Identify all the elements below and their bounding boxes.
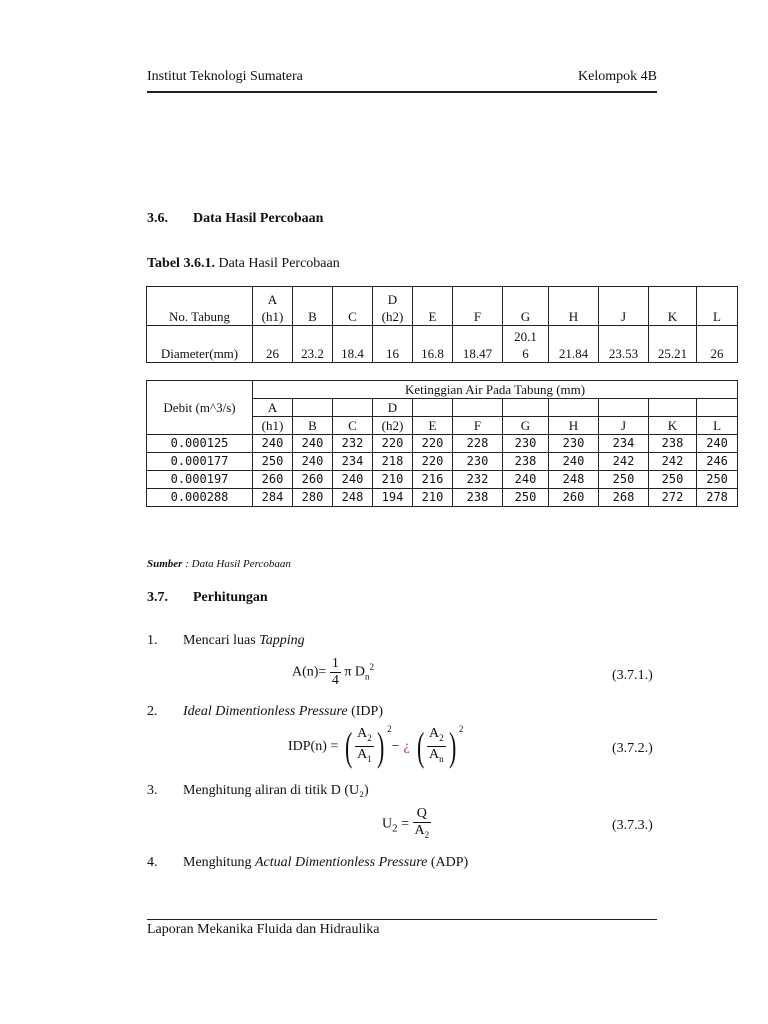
item-4-number: 4. <box>147 855 158 870</box>
table1-diameter-8-line-0 <box>599 328 648 345</box>
water-level-table <box>146 380 738 507</box>
table1-diameter-label: Diameter(mm) <box>147 326 253 363</box>
table1-col-header-10-line-1: L <box>713 309 721 324</box>
table2-col-header-bottom-2: C <box>333 417 373 435</box>
eq2-glyph: ¿ <box>403 738 410 754</box>
eq1-sup: 2 <box>369 662 375 673</box>
table1-diameter-5-line-0 <box>453 328 502 345</box>
table2-col-header-top-0: A <box>253 399 293 417</box>
table1-diameter-9-line-0 <box>649 328 696 345</box>
table1-col-header-5 <box>453 287 503 326</box>
eq1-lhs: A(n)= <box>292 664 327 680</box>
eq2-den1: A <box>357 747 368 763</box>
table2-col-header-bottom-1: B <box>293 417 333 435</box>
table2-cell-2-4: 216 <box>413 471 453 489</box>
table2-cell-3-10: 278 <box>697 489 738 507</box>
table1-col-header-7 <box>549 287 599 326</box>
header-rule <box>147 91 657 93</box>
eq2-fraction-1 <box>355 726 374 767</box>
table2-cell-3-9: 272 <box>649 489 697 507</box>
source-label: Sumber <box>147 558 183 570</box>
table2-cell-1-10: 246 <box>697 453 738 471</box>
table2-cell-1-7: 240 <box>549 453 599 471</box>
table2-cell-2-6: 240 <box>503 471 549 489</box>
table2-cell-3-3: 194 <box>373 489 413 507</box>
eq2-minus: − <box>391 738 400 754</box>
eq2-num2: A <box>429 726 440 742</box>
table2-cell-0-2: 232 <box>333 435 373 453</box>
item-3-pre: Menghitung aliran di titik D (U₂) <box>183 783 369 798</box>
table2-cell-1-1: 240 <box>293 453 333 471</box>
table1-col-header-6 <box>503 287 549 326</box>
table2-col-header-bottom-5: F <box>453 417 503 435</box>
table2-cell-0-5: 228 <box>453 435 503 453</box>
eq2-num1-sub: 2 <box>367 733 372 744</box>
table-row <box>147 435 738 453</box>
table2-group-header: Ketinggian Air Pada Tabung (mm) <box>253 381 738 399</box>
table1-diameter-10-line-1: 26 <box>710 346 724 361</box>
eq2-paren-close-1: ) <box>376 723 385 769</box>
table1-col-header-3 <box>373 287 413 326</box>
table1-col-header-2-line-1: C <box>348 309 357 324</box>
item-4-text <box>183 855 468 871</box>
equation-1-number: (3.7.1.) <box>612 668 653 683</box>
table1-diameter-10-line-0 <box>697 328 737 345</box>
table2-cell-2-9: 250 <box>649 471 697 489</box>
table1-col-header-6-line-0 <box>503 291 548 308</box>
table2-col-header-bottom-3: (h2) <box>373 417 413 435</box>
table1-diameter-1 <box>293 326 333 363</box>
table2-cell-1-6: 238 <box>503 453 549 471</box>
table1-col-header-1-line-1: B <box>308 309 317 324</box>
table1-col-header-1-line-0 <box>293 291 332 308</box>
table2-cell-3-7: 260 <box>549 489 599 507</box>
eq1-fraction <box>330 656 341 689</box>
table2-cell-0-1: 240 <box>293 435 333 453</box>
table2-cell-1-9: 242 <box>649 453 697 471</box>
section-36-title: Data Hasil Percobaan <box>193 211 324 226</box>
source-note <box>147 558 291 570</box>
section-36-number: 3.6. <box>147 211 168 226</box>
eq1-rhs: π D <box>344 664 366 680</box>
header-group: Kelompok 4B <box>578 69 657 84</box>
item-4-em: Actual Dimentionless Pressure <box>254 855 428 870</box>
equation-3 <box>382 806 431 843</box>
table1-col-header-9-line-1: K <box>667 309 678 324</box>
table1-diameter-0 <box>253 326 293 363</box>
table2-col-header-top-6 <box>503 399 549 417</box>
table1-diameter-0-line-0 <box>253 328 292 345</box>
item-1-pre: Mencari luas <box>183 633 260 648</box>
diameter-table <box>146 286 738 363</box>
eq3-numerator: Q <box>413 806 432 823</box>
table2-col-header-top-4 <box>413 399 453 417</box>
table2-cell-3-2: 248 <box>333 489 373 507</box>
table2-cell-1-3: 218 <box>373 453 413 471</box>
item-1-em: Tapping <box>259 633 305 648</box>
footer-rule <box>147 919 657 920</box>
table1-diameter-2-line-0 <box>333 328 372 345</box>
table2-col-header-bottom-8: J <box>599 417 649 435</box>
table1-col-header-4-line-0 <box>413 291 452 308</box>
table2-cell-3-8: 268 <box>599 489 649 507</box>
table1-col-header-0 <box>253 287 293 326</box>
table1-col-header-0-line-1: (h1) <box>261 309 284 324</box>
table1-col-header-2-line-0 <box>333 291 372 308</box>
table2-cell-0-3: 220 <box>373 435 413 453</box>
table2-cell-0-8: 234 <box>599 435 649 453</box>
eq2-den2: A <box>429 747 440 763</box>
table2-cell-0-6: 230 <box>503 435 549 453</box>
table2-col-header-bottom-4: E <box>413 417 453 435</box>
eq2-paren-close-2: ) <box>448 723 456 769</box>
eq2-num1: A <box>357 726 368 742</box>
eq2-den2-sub: n <box>439 754 444 765</box>
table2-cell-2-5: 232 <box>453 471 503 489</box>
table1-diameter-6-line-0: 20.1 <box>514 329 537 344</box>
table1-diameter-2 <box>333 326 373 363</box>
eq2-paren-open-1: ( <box>344 723 353 769</box>
header-institution: Institut Teknologi Sumatera <box>147 69 303 84</box>
eq3-lhs-sub: 2 <box>392 822 398 835</box>
table1-diameter-6-line-1: 6 <box>522 346 529 361</box>
table2-cell-1-8: 242 <box>599 453 649 471</box>
table1-col-header-6-line-1: G <box>520 309 531 324</box>
table2-cell-3-1: 280 <box>293 489 333 507</box>
table1-col-header-1 <box>293 287 333 326</box>
table1-col-header-8-line-0 <box>599 291 648 308</box>
table1-col-header-10 <box>697 287 738 326</box>
table1-diameter-7-line-0 <box>549 328 598 345</box>
equation-1 <box>292 656 374 689</box>
table1-col-header-10-line-0 <box>697 291 737 308</box>
table1-col-header-4 <box>413 287 453 326</box>
table2-cell-1-4: 220 <box>413 453 453 471</box>
table2-col-header-bottom-7: H <box>549 417 599 435</box>
table1-diameter-2-line-1: 18.4 <box>341 346 364 361</box>
item-3-number: 3. <box>147 783 158 798</box>
table2-col-header-top-2 <box>333 399 373 417</box>
eq3-lhs: U <box>382 816 393 832</box>
item-2-em: Ideal Dimentionless Pressure <box>183 704 348 719</box>
table1-diameter-6 <box>503 326 549 363</box>
eq1-numerator: 1 <box>331 656 339 671</box>
table2-cell-1-5: 230 <box>453 453 503 471</box>
table2-cell-0-10: 240 <box>697 435 738 453</box>
table2-cell-3-5: 238 <box>453 489 503 507</box>
table1-diameter-7 <box>549 326 599 363</box>
item-4-post: (ADP) <box>427 855 469 870</box>
table2-cell-2-7: 248 <box>549 471 599 489</box>
item-1-number: 1. <box>147 633 158 648</box>
table2-col-header-top-8 <box>599 399 649 417</box>
eq1-denominator: 4 <box>331 673 339 688</box>
eq2-num2-sub: 2 <box>439 733 444 744</box>
equation-2-number: (3.7.2.) <box>612 741 653 756</box>
eq2-sup-2: 2 <box>458 724 464 734</box>
table2-col-header-bottom-0: (h1) <box>253 417 293 435</box>
table2-col-header-top-5 <box>453 399 503 417</box>
table1-diameter-4 <box>413 326 453 363</box>
table2-cell-0-7: 230 <box>549 435 599 453</box>
equation-2 <box>288 724 463 767</box>
table2-cell-2-2: 240 <box>333 471 373 489</box>
table2-cell-2-10: 250 <box>697 471 738 489</box>
section-37-title: Perhitungan <box>193 590 268 605</box>
table2-cell-2-3: 210 <box>373 471 413 489</box>
table1-diameter-7-line-1: 21.84 <box>558 346 589 361</box>
table2-col-header-bottom-6: G <box>503 417 549 435</box>
source-text: : Data Hasil Percobaan <box>182 558 291 570</box>
table1-col-header-5-line-0 <box>453 291 502 308</box>
table2-cell-3-0: 284 <box>253 489 293 507</box>
eq2-sup-1: 2 <box>387 724 392 734</box>
table2-col-header-top-9 <box>649 399 697 417</box>
footer-text: Laporan Mekanika Fluida dan Hidraulika <box>147 922 380 937</box>
table1-diameter-0-line-1: 26 <box>266 346 279 361</box>
table1-col-header-0-line-0: A <box>267 292 278 307</box>
table-caption <box>147 256 340 272</box>
table1-diameter-5 <box>453 326 503 363</box>
table1-diameter-3-line-0 <box>373 328 412 345</box>
table2-col-header-top-7 <box>549 399 599 417</box>
eq2-den1-sub: 1 <box>367 754 372 765</box>
table2-debit-1: 0.000177 <box>147 453 253 471</box>
table-row <box>147 453 738 471</box>
table2-col-header-top-3: D <box>373 399 413 417</box>
table2-cell-2-8: 250 <box>599 471 649 489</box>
table1-col-header-4-line-1: E <box>428 309 437 324</box>
eq1-sub: n <box>365 671 370 682</box>
table1-diameter-4-line-0 <box>413 328 452 345</box>
section-37-number: 3.7. <box>147 590 168 605</box>
item-2-number: 2. <box>147 704 158 719</box>
table1-diameter-9-line-1: 25.21 <box>657 346 688 361</box>
table2-lead-header: Debit (m^3/s) <box>147 381 253 435</box>
table1-col-header-8-line-1: J <box>620 309 627 324</box>
eq2-paren-open-2: ( <box>416 723 425 769</box>
table1-col-header-7-line-1: H <box>568 309 579 324</box>
table2-cell-3-6: 250 <box>503 489 549 507</box>
eq3-den-sub: 2 <box>424 829 430 840</box>
table1-diameter-4-line-1: 16.8 <box>421 346 444 361</box>
eq3-fraction <box>413 806 432 843</box>
table1-diameter-9 <box>649 326 697 363</box>
item-4-pre: Menghitung <box>183 855 255 870</box>
table2-cell-0-4: 220 <box>413 435 453 453</box>
table2-cell-2-1: 260 <box>293 471 333 489</box>
table2-cell-2-0: 260 <box>253 471 293 489</box>
item-1-text <box>183 633 305 649</box>
table2-debit-0: 0.000125 <box>147 435 253 453</box>
table1-col-header-9-line-0 <box>649 291 696 308</box>
equation-3-number: (3.7.3.) <box>612 818 653 833</box>
table1-col-header-2 <box>333 287 373 326</box>
table1-col-header-3-line-1: (h2) <box>381 309 404 324</box>
table1-col-header-3-line-0: D <box>387 292 398 307</box>
table2-debit-2: 0.000197 <box>147 471 253 489</box>
table2-cell-1-2: 234 <box>333 453 373 471</box>
table2-col-header-top-10 <box>697 399 738 417</box>
table1-col-header-7-line-0 <box>549 291 598 308</box>
table2-col-header-top-1 <box>293 399 333 417</box>
item-2-text <box>183 704 383 720</box>
table1-diameter-3-line-1: 16 <box>386 346 399 361</box>
table1-diameter-1-line-1: 23.2 <box>301 346 324 361</box>
table2-cell-3-4: 210 <box>413 489 453 507</box>
eq2-lhs: IDP(n) = <box>288 738 339 754</box>
item-3-text <box>183 783 369 799</box>
eq2-fraction-2 <box>427 726 446 767</box>
table2-debit-3: 0.000288 <box>147 489 253 507</box>
table1-col-header-5-line-1: F <box>473 309 482 324</box>
table2-cell-0-0: 240 <box>253 435 293 453</box>
table2-cell-0-9: 238 <box>649 435 697 453</box>
table-row <box>147 489 738 507</box>
table2-col-header-bottom-10: L <box>697 417 738 435</box>
eq3-denominator: A <box>414 823 425 838</box>
table1-col-header-8 <box>599 287 649 326</box>
table-caption-label: Tabel 3.6.1. <box>147 256 215 271</box>
table1-diameter-8-line-1: 23.53 <box>608 346 639 361</box>
table1-row-header: No. Tabung <box>147 287 253 326</box>
eq3-equals: = <box>397 816 413 832</box>
table-row <box>147 471 738 489</box>
item-2-post: (IDP) <box>347 704 383 719</box>
table2-cell-1-0: 250 <box>253 453 293 471</box>
table1-diameter-8 <box>599 326 649 363</box>
table1-diameter-10 <box>697 326 738 363</box>
table2-col-header-bottom-9: K <box>649 417 697 435</box>
table-caption-text: Data Hasil Percobaan <box>218 256 340 271</box>
table1-diameter-5-line-1: 18.47 <box>462 346 493 361</box>
table1-diameter-3 <box>373 326 413 363</box>
table1-col-header-9 <box>649 287 697 326</box>
table1-diameter-1-line-0 <box>293 328 332 345</box>
